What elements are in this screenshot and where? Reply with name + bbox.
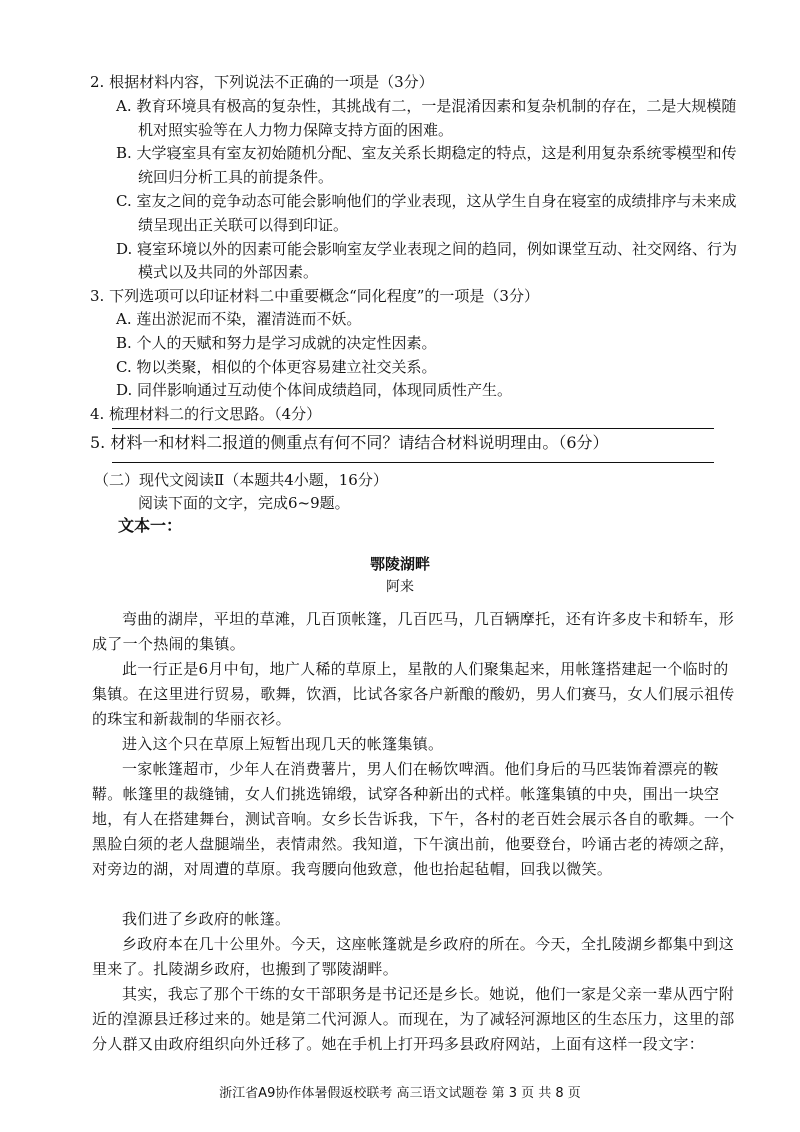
q2-option-c: C. 室友之间的竞争动态可能会影响他们的学业表现，这从学生自身在寝室的成绩排序与未来成 (116, 192, 737, 210)
passage-paragraph: 一家帐篷超市，少年人在消费薯片，男人们在畅饮啤酒。他们身后的马匹装饰着漂亮的鞍鞯。帐篷里的裁缝铺，女人们挑选锦缎，试穿各种新出的式样。帐篷集镇的中央，围出一块空地，有人在搭建舞台，测试音响。女乡长告诉我，下午，各村的老百姓会展示各自的歌舞。一个黑脸白须的老人盘腿端坐，表情肃然。我知道，下午演出前，他要登台，吟诵古老的祷颂之辞，对旁边的湖，对周遭的草原。我弯腰向他致意，他也抬起毡帽，回我以微笑。 (92, 760, 735, 878)
passage-title: 鄂陵湖畔 (369, 555, 430, 573)
passage-author: 阿来 (386, 579, 414, 595)
passage-paragraph: 其实，我忘了那个干练的女干部职务是书记还是乡长。她说，他们一家是父亲一辈从西宁附近的湟源县迁移过来的。她是第二代河源人。而现在，为了减轻河源地区的生态压力，这里的部分人群又由政府组织向外迁移了。她在手机上打开玛多县政府网站，上面有这样一段文字： (92, 985, 735, 1053)
q4-stem: 4. 梳理材料二的行文思路。（4分） (90, 405, 322, 423)
q2-option-d-cont: 模式以及共同的外部因素。 (138, 263, 319, 281)
passage-paragraph: 此一行正是6月中旬，地广人稀的草原上，星散的人们聚集起来，用帐篷搭建起一个临时的集镇。在这里进行贸易，歌舞，饮酒，比试各家各户新酿的酸奶，男人们赛马，女人们展示祖传的珠宝和新裁制的华丽衣衫。 (92, 660, 735, 728)
q2-stem: 2. 根据材料内容，下列说法不正确的一项是（3分） (90, 73, 434, 91)
q2-option-b: B. 大学寝室具有室友初始随机分配、室友关系长期稳定的特点，这是利用复杂系统零模型和传 (116, 144, 737, 162)
passage-paragraph: 弯曲的湖岸，平坦的草滩，几百顶帐篷，几百匹马，几百辆摩托，还有许多皮卡和轿车，形成了一个热闹的集镇。 (92, 610, 735, 653)
text-label: 文本一： (118, 516, 183, 535)
page-footer: 浙江省A9协作体暑假返校联考 高三语文试题卷 第 3 页 共 8 页 (219, 1086, 581, 1101)
passage-paragraph: 我们进了乡政府的帐篷。 (122, 910, 291, 928)
section-instruction: 阅读下面的文字，完成6~9题。 (138, 494, 350, 512)
passage-paragraph: 乡政府本在几十公里外。今天，这座帐篷就是乡政府的所在。今天，全扎陵湖乡都集中到这里来了。扎陵湖乡政府，也搬到了鄂陵湖畔。 (92, 935, 735, 978)
q2-option-a: A. 教育环境具有极高的复杂性，其挑战有二，一是混淆因素和复杂机制的存在，二是大规模随 (116, 97, 737, 115)
q3-option-a: A. 莲出淤泥而不染，濯清涟而不妖。 (116, 310, 362, 328)
q3-option-d: D. 同伴影响通过互动使个体间成绩趋同，体现同质性产生。 (116, 381, 513, 399)
q2-option-b-cont: 统回归分析工具的前提条件。 (138, 168, 334, 186)
q3-option-c: C. 物以类聚，相似的个体更容易建立社交关系。 (116, 358, 437, 376)
section-heading: （二）现代文阅读Ⅱ（本题共4小题，16分） (94, 471, 388, 489)
q5-stem: 5. 材料一和材料二报道的侧重点有何不同？请结合材料说明理由。（6分） (90, 433, 609, 452)
passage-paragraph: 进入这个只在草原上短暂出现几天的帐篷集镇。 (122, 735, 444, 753)
q2-option-c-cont: 绩呈现出正关联可以得到印证。 (138, 216, 349, 234)
q2-option-a-cont: 机对照实验等在人力物力保障支持方面的困难。 (138, 121, 454, 139)
q5-answer-line (112, 462, 714, 463)
q3-stem: 3. 下列选项可以印证材料二中重要概念“同化程度”的一项是（3分） (90, 287, 539, 305)
q2-option-d: D. 寝室环境以外的因素可能会影响室友学业表现之间的趋同，例如课堂互动、社交网络、行为 (116, 240, 738, 258)
q4-answer-line (112, 428, 714, 429)
q3-option-b: B. 个人的天赋和努力是学习成就的决定性因素。 (116, 334, 437, 352)
